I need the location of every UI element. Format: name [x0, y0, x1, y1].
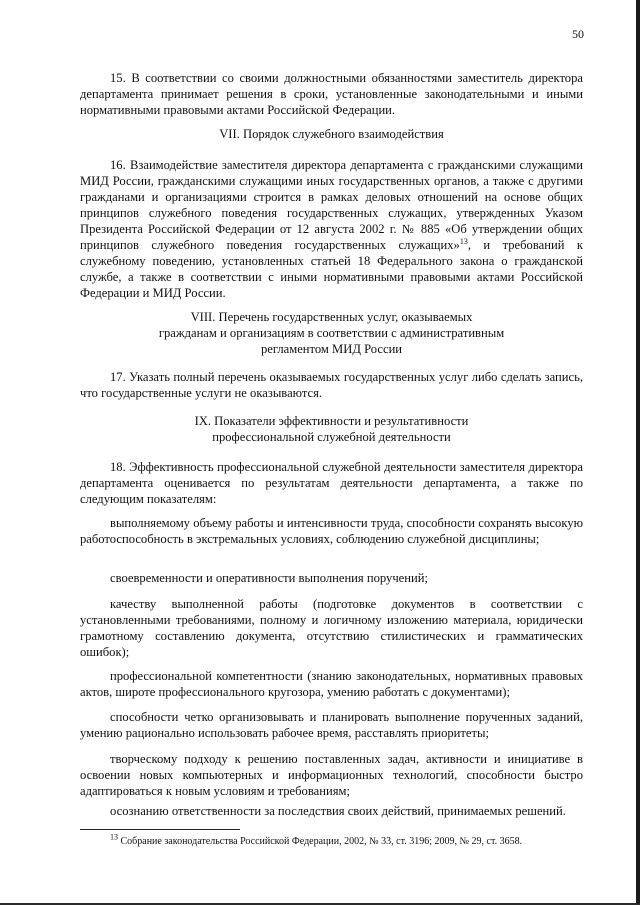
section-heading-viii-line-2: гражданам и организациям в соответствии с административным	[158, 326, 505, 340]
paragraph-15: 15. В соответствии со своими должностными обязанностями заместитель директора департамента принимает решения в сроки, установленные законодательными и иными нормативными правовыми актами Российской Федерации.	[80, 71, 583, 117]
indicator-creativity: творческому подходу к решению поставленных задач, активности и инициативе в освоении новых компьютерных и информационных технологий, способности быстро адаптироваться к новым условиям и требованиям;	[80, 752, 583, 798]
indicator-organization: способности четко организовывать и планировать выполнение порученных заданий, умению рационально использовать рабочее время, расставлять приоритеты;	[80, 710, 583, 740]
scan-edge-right	[636, 0, 640, 905]
paragraph-18: 18. Эффективность профессиональной служебной деятельности заместителя директора департамента оценивается по результатам деятельности департамента, а также по следующим показателям:	[80, 460, 583, 506]
paragraph-16-text-b: , и требований к служебному поведению, установленных статьей 18 Федерального закона о гражданской службе, а также в соответствии с иными нормативными правовыми актами Российской Федерации и МИД России.	[80, 238, 583, 300]
section-heading-ix-line-1: IX. Показатели эффективности и результативности	[194, 414, 469, 428]
section-heading-viii-line-1: VIII. Перечень государственных услуг, оказываемых	[190, 310, 473, 324]
section-heading-ix-line-2: профессиональной служебной деятельности	[212, 430, 451, 444]
footnote-number: 13	[110, 832, 118, 842]
footnote-text: Собрание законодательства Российской Федерации, 2002, № 33, ст. 3196; 2009, № 29, ст. 3658.	[118, 836, 523, 847]
indicator-responsibility: осознанию ответственности за последствия своих действий, принимаемых решений.	[110, 804, 566, 818]
indicator-competence: профессиональной компетентности (знанию законодательных, нормативных правовых актов, широте профессионального кругозора, умению работать с документами);	[80, 669, 583, 699]
section-heading-vii: VII. Порядок служебного взаимодействия	[219, 127, 444, 141]
paragraph-17: 17. Указать полный перечень оказываемых государственных услуг либо сделать запись, что государственные услуги не оказываются.	[80, 370, 583, 400]
indicator-quality: качеству выполненной работы (подготовке документов в соответствии с установленными требованиями, полному и логичному изложению материала, юридически грамотному составлению документа, отсутствию стилистических и грамматических ошибок);	[80, 597, 583, 659]
paragraph-16	[80, 157, 583, 301]
footnote-reference-13[interactable]: 13	[459, 236, 468, 246]
footnote-divider	[80, 829, 240, 830]
indicator-workload: выполняемому объему работы и интенсивности труда, способности сохранять высокую работоспособность в экстремальных условиях, соблюдению служебной дисциплины;	[80, 516, 583, 546]
page-number: 50	[572, 27, 584, 41]
footnote-13	[110, 832, 580, 848]
paragraph-16-text-a: 16. Взаимодействие заместителя директора департамента с гражданскими служащими МИД России, гражданскими служащими иных государственных органов, а также с другими гражданами и организациями строится в рамках деловых отношений на основе общих принципов служебного поведения государственных служащих, утвержденных Указом Президента Российской Федерации от 12 августа 2002 г. № 885 «Об утверждении общих принципов служебного поведения государственных служащих»	[80, 158, 583, 252]
section-heading-viii-line-3: регламентом МИД России	[260, 342, 403, 356]
indicator-timeliness: своевременности и оперативности выполнения поручений;	[110, 571, 428, 585]
